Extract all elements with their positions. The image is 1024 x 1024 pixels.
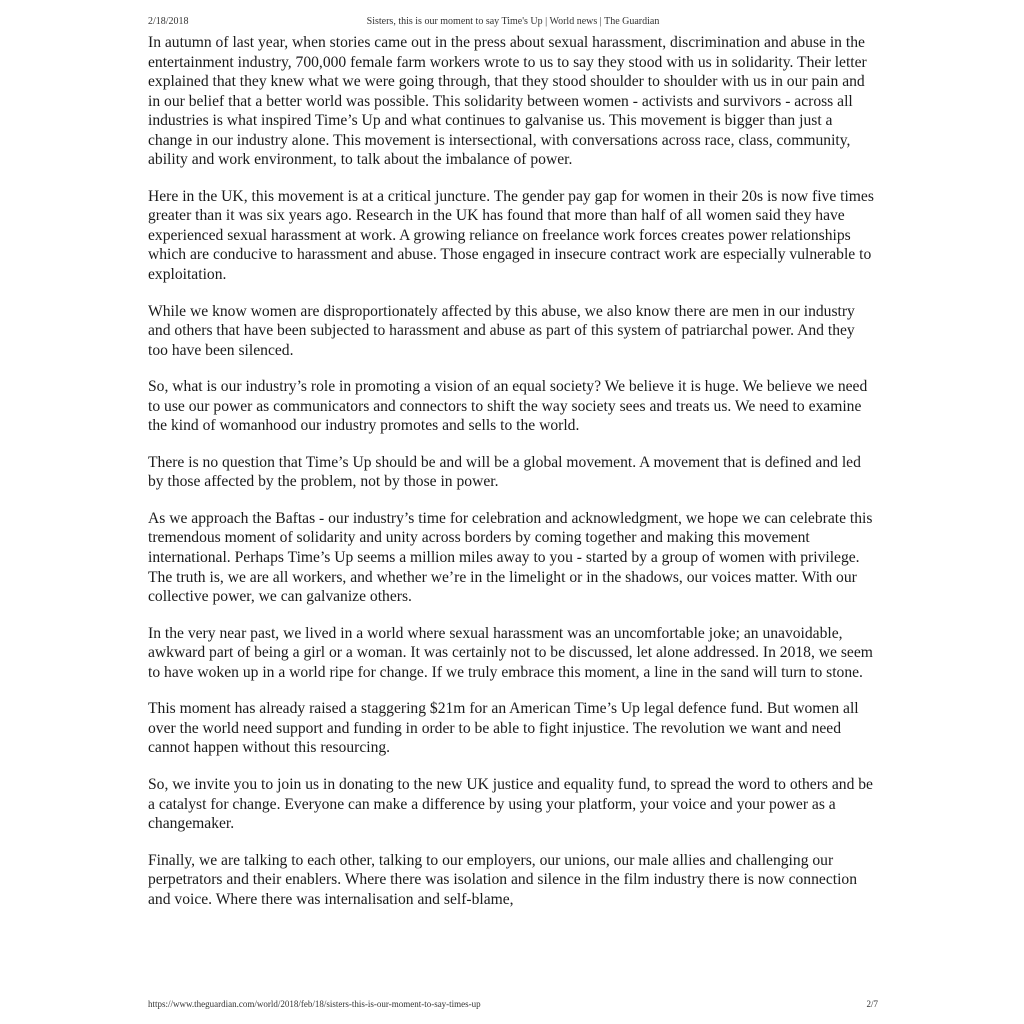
- paragraph: There is no question that Time’s Up should be and will be a global movement. A movement that is defined and led by those affected by the problem, not by those in power.: [148, 453, 861, 491]
- paragraph: Here in the UK, this movement is at a critical juncture. The gender pay gap for women in their 20s is now five times greater than it was six years ago. Research in the UK has found that more than half of all women said they have experienced sexual harassment at work. A growing reliance on freelance work forces creates power relationships which are conducive to harassment and abuse. Those engaged in insecure contract work are especially vulnerable to exploitation.: [148, 187, 874, 284]
- paragraph: In the very near past, we lived in a world where sexual harassment was an uncomfortable joke; an unavoidable, awkward part of being a girl or a woman. It was certainly not to be discussed, let alone addressed. In 2018, we seem to have woken up in a world ripe for change. If we truly embrace this moment, a line in the sand will turn to stone.: [148, 624, 873, 681]
- paragraph: Finally, we are talking to each other, talking to our employers, our unions, our male allies and challenging our perpetrators and their enablers. Where there was isolation and silence in the film industry there is now connection and voice. Where there was internalisation and self-blame,: [148, 851, 857, 908]
- page-url: https://www.theguardian.com/world/2018/feb/18/sisters-this-is-our-moment-to-say-times-up: [148, 999, 481, 1009]
- paragraph: In autumn of last year, when stories came out in the press about sexual harassment, discrimination and abuse in the entertainment industry, 700,000 female farm workers wrote to us to say they stood with us in solidarity. Their letter explained that they knew what we were going through, that they stood shoulder to shoulder with us in our pain and in our belief that a better world was possible. This solidarity between women - activists and survivors - across all industries is what inspired Time’s Up and what continues to galvanise us. This movement is bigger than just a change in our industry alone. This movement is intersectional, with conversations across race, class, community, ability and work environment, to talk about the imbalance of power.: [148, 34, 867, 169]
- paragraph: As we approach the Baftas - our industry’s time for celebration and acknowledgment, we hope we can celebrate this tremendous moment of solidarity and unity across borders by coming together and making this movement international. Perhaps Time’s Up seems a million miles away to you - started by a group of women with privilege. The truth is, we are all workers, and whether we’re in the limelight or in the shadows, our voices matter. With our collective power, we can galvanize others.: [148, 509, 873, 606]
- paragraph: So, we invite you to join us in donating to the new UK justice and equality fund, to spread the word to others and be a catalyst for change. Everyone can make a difference by using your platform, your voice and your power as a changemaker.: [148, 775, 873, 833]
- page-number: 2/7: [866, 999, 878, 1009]
- document-title: Sisters, this is our moment to say Time's Up | World news | The Guardian: [366, 16, 660, 27]
- print-date: 2/18/2018: [148, 16, 189, 27]
- article-body: [148, 33, 878, 926]
- print-header: [148, 16, 878, 30]
- paragraph: So, what is our industry’s role in promoting a vision of an equal society? We believe it is huge. We believe we need to use our power as communicators and connectors to shift the way society sees and treats us. We need to examine the kind of womanhood our industry promotes and sells to the world.: [148, 378, 868, 435]
- paragraph: This moment has already raised a staggering $21m for an American Time’s Up legal defence fund. But women all over the world need support and funding in order to be able to fight injustice. The revolution we want and need cannot happen without this resourcing.: [148, 700, 859, 757]
- paragraph: While we know women are disproportionately affected by this abuse, we also know there are men in our industry and others that have been subjected to harassment and abuse as part of this system of patriarchal power. And they too have been silenced.: [148, 302, 855, 359]
- print-footer: [148, 999, 878, 1013]
